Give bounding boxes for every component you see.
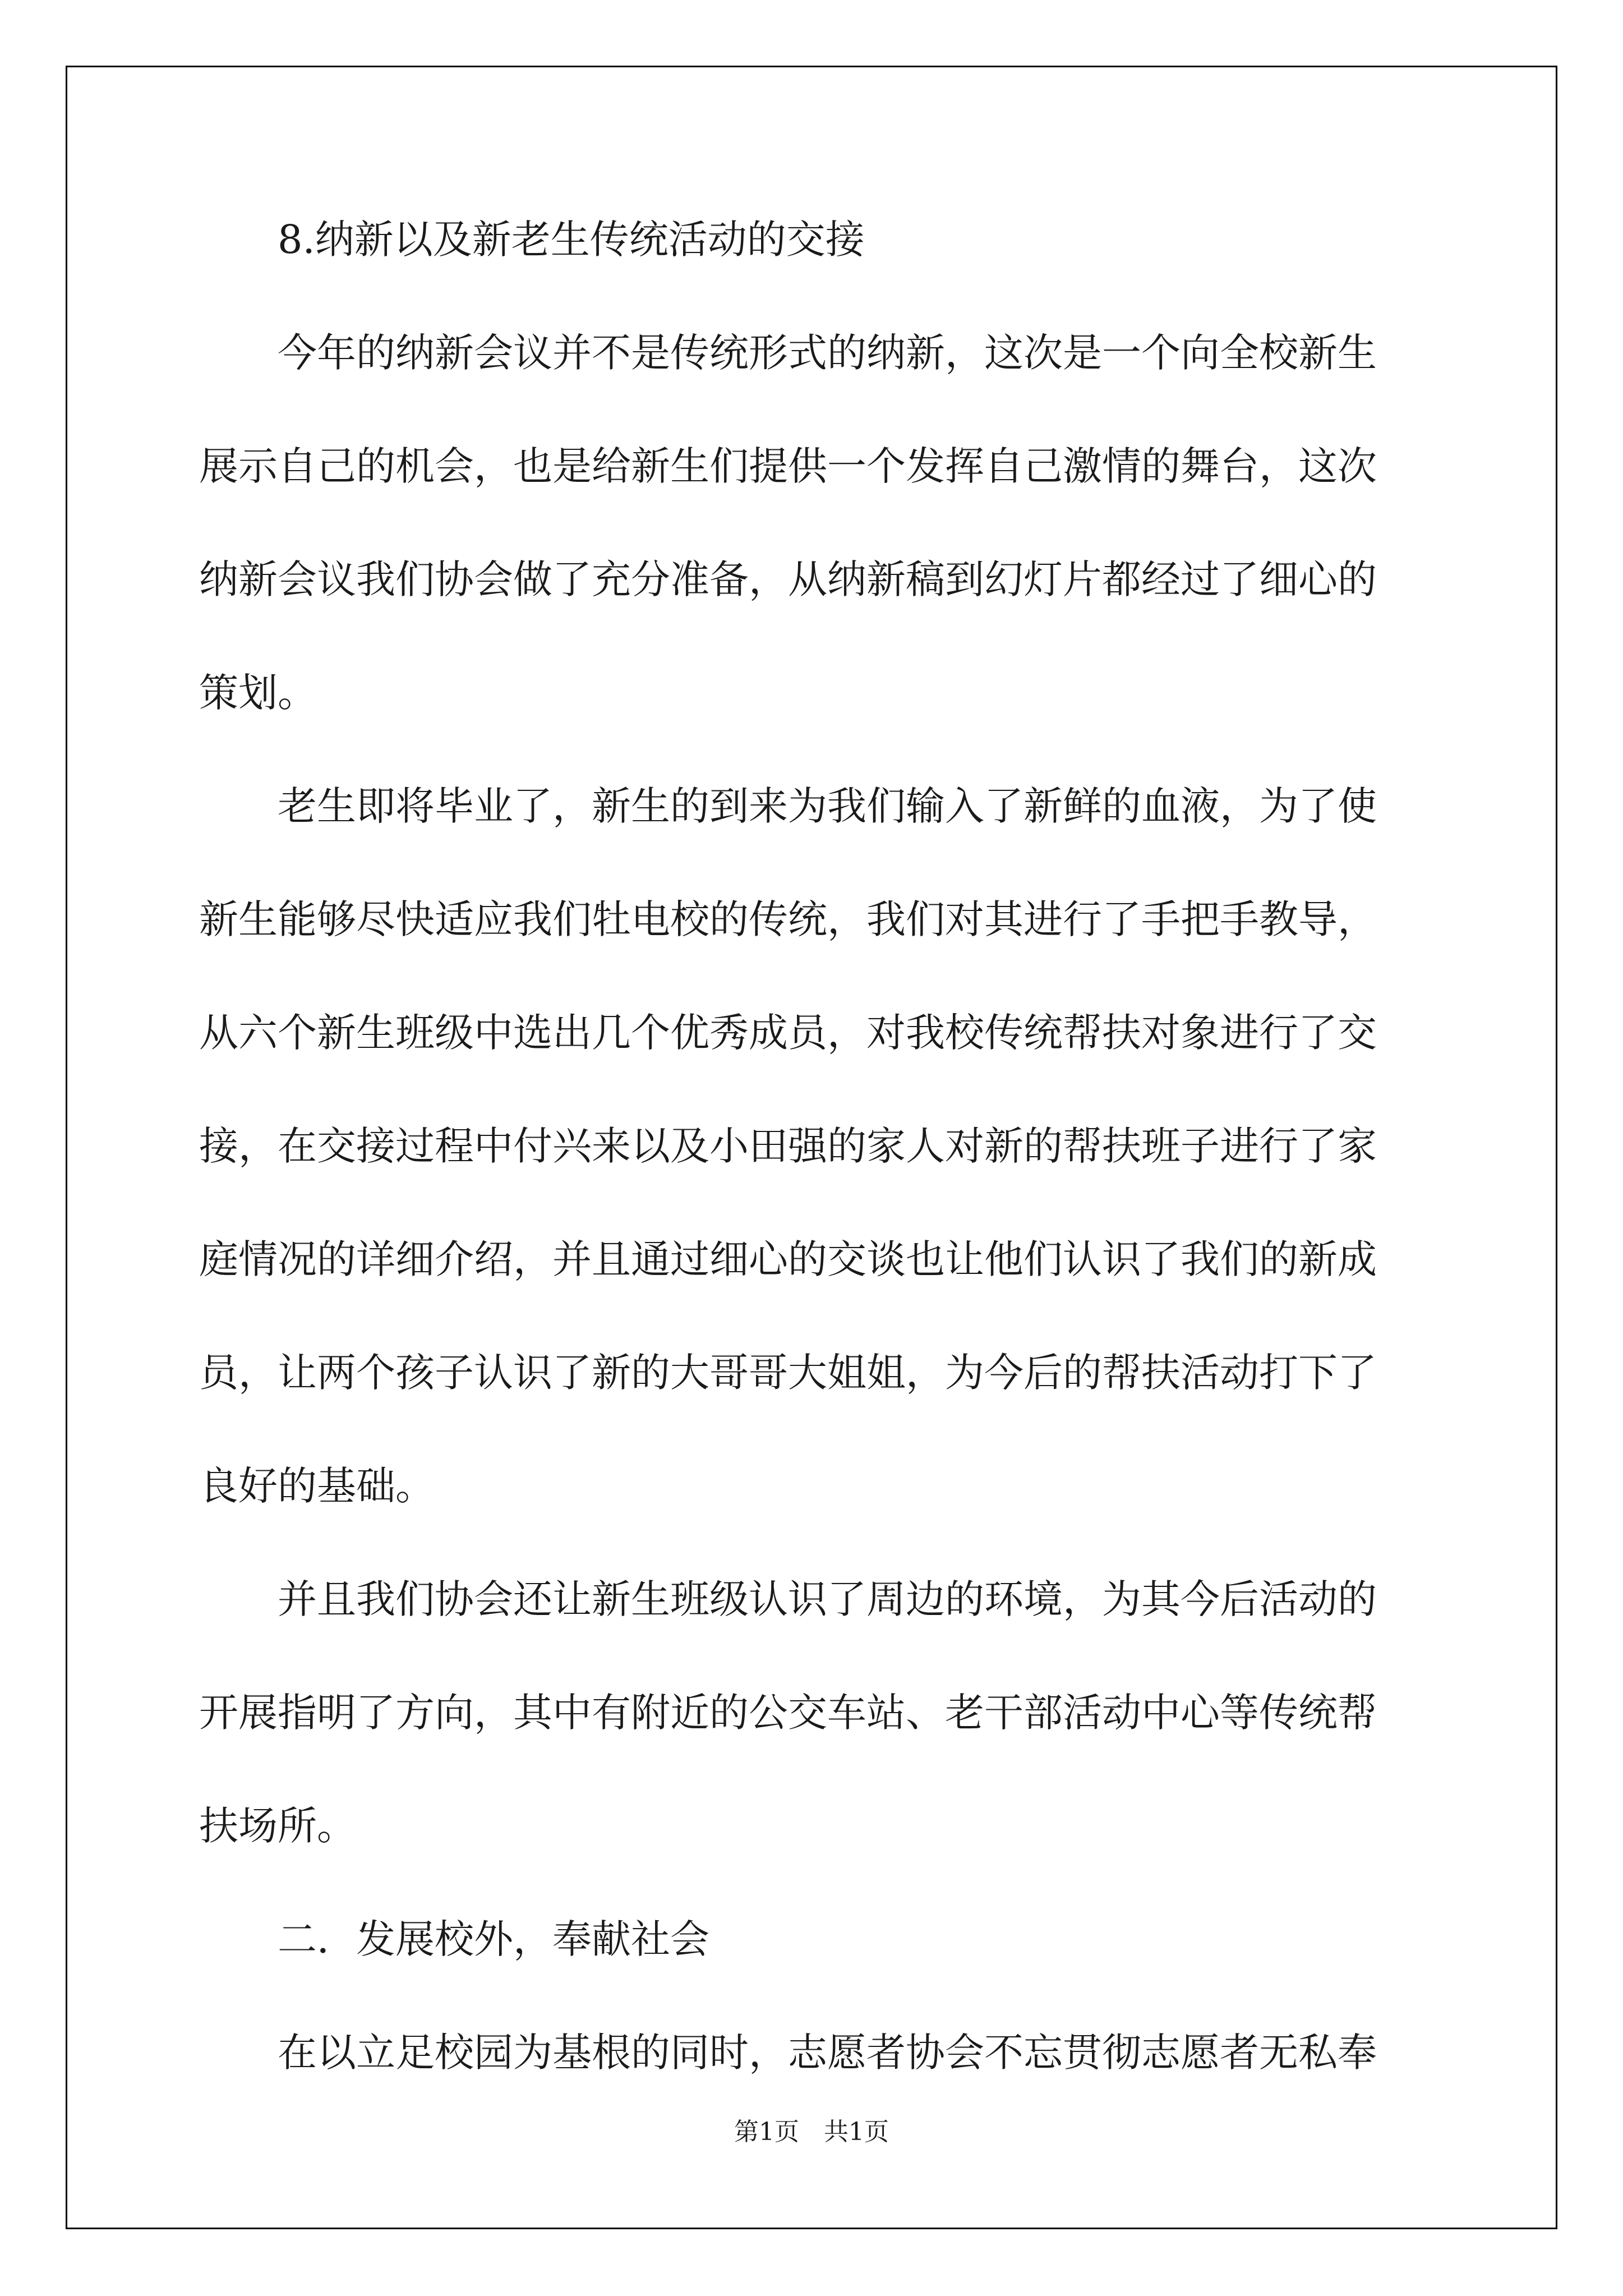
paragraph-line: 并且我们协会还让新生班级认识了周边的环境，为其今后活动的 [278,1576,1377,1622]
paragraph-line: 在以立足校园为基根的同时，志愿者协会不忘贯彻志愿者无私奉 [278,2030,1377,2076]
paragraph-line: 员，让两个孩子认识了新的大哥哥大姐姐，为今后的帮扶活动打下了 [199,1350,1377,1396]
paragraph-line: 庭情况的详细介绍，并且通过细心的交谈也让他们认识了我们的新成 [199,1236,1377,1282]
document-body [199,212,1426,2138]
paragraph-line: 接，在交接过程中付兴来以及小田强的家人对新的帮扶班子进行了家 [199,1123,1377,1169]
paragraph-line: 从六个新生班级中选出几个优秀成员，对我校传统帮扶对象进行了交 [199,1010,1377,1056]
section-heading: 二．发展校外，奉献社会 [278,1916,709,1962]
paragraph-line: 今年的纳新会议并不是传统形式的纳新，这次是一个向全校新生 [278,330,1377,376]
paragraph-line: 老生即将毕业了，新生的到来为我们输入了新鲜的血液，为了使 [278,783,1377,829]
paragraph-line: 纳新会议我们协会做了充分准备，从纳新稿到幻灯片都经过了细心的 [199,556,1377,602]
paragraph-line: 展示自己的机会，也是给新生们提供一个发挥自己激情的舞台，这次 [199,443,1377,489]
paragraph-line: 开展指明了方向，其中有附近的公交车站、老干部活动中心等传统帮 [199,1690,1377,1736]
page-footer: 第1页 共1页 [734,2118,889,2146]
paragraph-line: 良好的基础。 [199,1463,435,1509]
paragraph-line: 新生能够尽快适应我们牡电校的传统，我们对其进行了手把手教导， [199,896,1377,942]
paragraph-line: 策划。 [199,670,317,716]
paragraph-line: 扶场所。 [199,1803,356,1849]
section-heading: 8.纳新以及新老生传统活动的交接 [278,217,865,263]
